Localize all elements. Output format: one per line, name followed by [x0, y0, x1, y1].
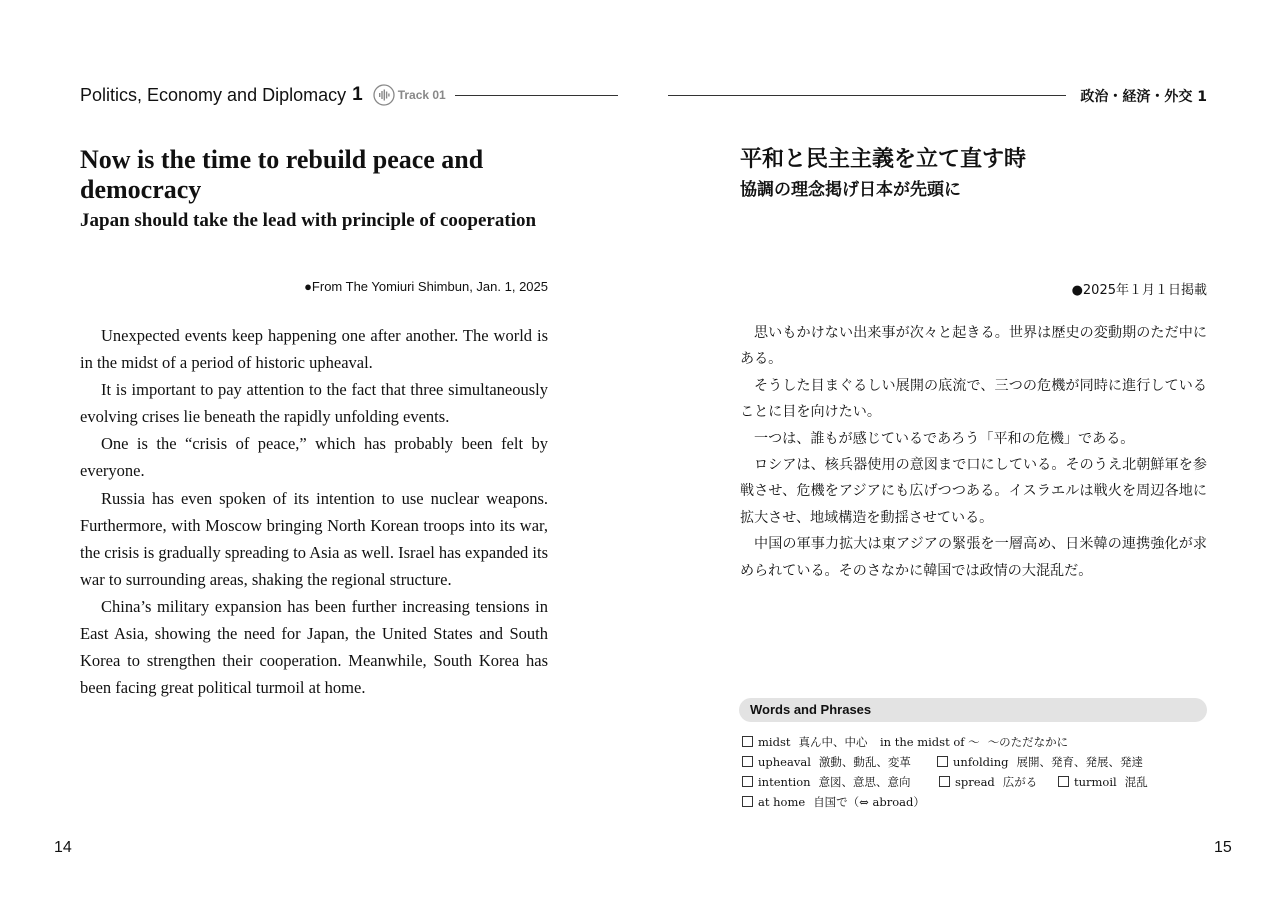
vocab-item: intention 意図、意思、意向: [742, 772, 911, 792]
vocab-item: at home 自国で（⇔ abroad）: [742, 792, 925, 812]
header-rule-left: [455, 95, 618, 96]
checkbox[interactable]: [742, 776, 753, 787]
article-subtitle: Japan should take the lead with principle of cooperation: [80, 210, 537, 231]
paragraph: China’s military expansion has been further increasing tensions in East Asia, showing the need for Japan, the United States and South Korea to strengthen their cooperation. Meanwhile, South Korea has been facing great political turmoil at home.: [80, 596, 548, 698]
vocab-item: turmoil 混乱: [1058, 772, 1148, 792]
vocab-item: in the midst of 〜 〜のただなかに: [880, 735, 1069, 749]
article-body-jp: [740, 320, 1207, 584]
checkbox[interactable]: [1058, 776, 1069, 787]
checkbox[interactable]: [742, 736, 753, 747]
checkbox[interactable]: [939, 776, 950, 787]
track-label[interactable]: Track 01: [397, 88, 446, 102]
running-header-left: [80, 84, 446, 106]
jp-paragraph: ロシアは、核兵器使用の意図まで口にしている。そのうえ北朝鮮軍を参戦させ、危機をアジアにも広げつつある。イスラエルは戦火を周辺各地に拡大させ、地域構造を動揺させている。: [740, 457, 1207, 526]
jp-section-title: 政治・経済・外交 1: [1080, 89, 1207, 105]
words-header-label: Words and Phrases: [750, 702, 872, 717]
words-and-phrases-header: [739, 698, 1207, 722]
paragraph: One is the “crisis of peace,” which has probably been felt by everyone.: [80, 434, 548, 481]
vocab-item: spread 広がる: [939, 772, 1037, 792]
jp-article-subtitle: 協調の理念掲げ日本が先頭に: [740, 180, 961, 200]
page-number-right: 15: [1214, 839, 1232, 856]
jp-paragraph: そうした目まぐるしい展開の底流で、三つの危機が同時に進行していることに目を向けたい。: [740, 377, 1207, 421]
vocab-item: midst 真ん中、中心: [742, 732, 867, 752]
jp-source-credit: ●2025年１月１日掲載: [1071, 283, 1207, 298]
vocab-item: unfolding 展開、発育、発展、発達: [937, 752, 1143, 772]
article-body-en: [80, 322, 548, 701]
section-title: Politics, Economy and Diplomacy: [80, 84, 347, 105]
header-rule-right: [668, 95, 1066, 96]
checkbox[interactable]: [742, 756, 753, 767]
jp-paragraph: 中国の軍事力拡大は東アジアの緊張を一層高め、日米韓の連携強化が求められている。そのさなかに韓国では政情の大混乱だ。: [740, 536, 1207, 579]
vocab-item: upheaval 激動、動乱、変革: [742, 752, 911, 772]
jp-paragraph: 思いもかけない出来事が次々と起きる。世界は歴史の変動期のただ中にある。: [740, 325, 1207, 368]
source-credit: ●From The Yomiuri Shimbun, Jan. 1, 2025: [304, 279, 548, 294]
paragraph: Russia has even spoken of its intention to use nuclear weapons. Furthermore, with Moscow bringing North Korean troops into its war, the crisis is gradually spreading to Asia as well. Israel has expanded its war to surrounding areas, shaking the regional structure.: [80, 488, 548, 589]
checkbox[interactable]: [937, 756, 948, 767]
section-number: 1: [352, 84, 363, 105]
jp-paragraph: 一つは、誰もが感じているであろう「平和の危機」である。: [754, 430, 1135, 447]
page-number-left: 14: [54, 839, 72, 856]
jp-article-title: 平和と民主主義を立て直す時: [740, 146, 1027, 172]
article-title: Now is the time to rebuild peace and democracy: [80, 145, 484, 204]
paragraph: Unexpected events keep happening one after another. The world is in the midst of a period of historic upheaval.: [80, 326, 548, 373]
audio-track-icon[interactable]: [373, 84, 395, 106]
paragraph: It is important to pay attention to the fact that three simultaneously evolving crises lie beneath the rapidly unfolding events.: [80, 380, 548, 427]
checkbox[interactable]: [742, 796, 753, 807]
